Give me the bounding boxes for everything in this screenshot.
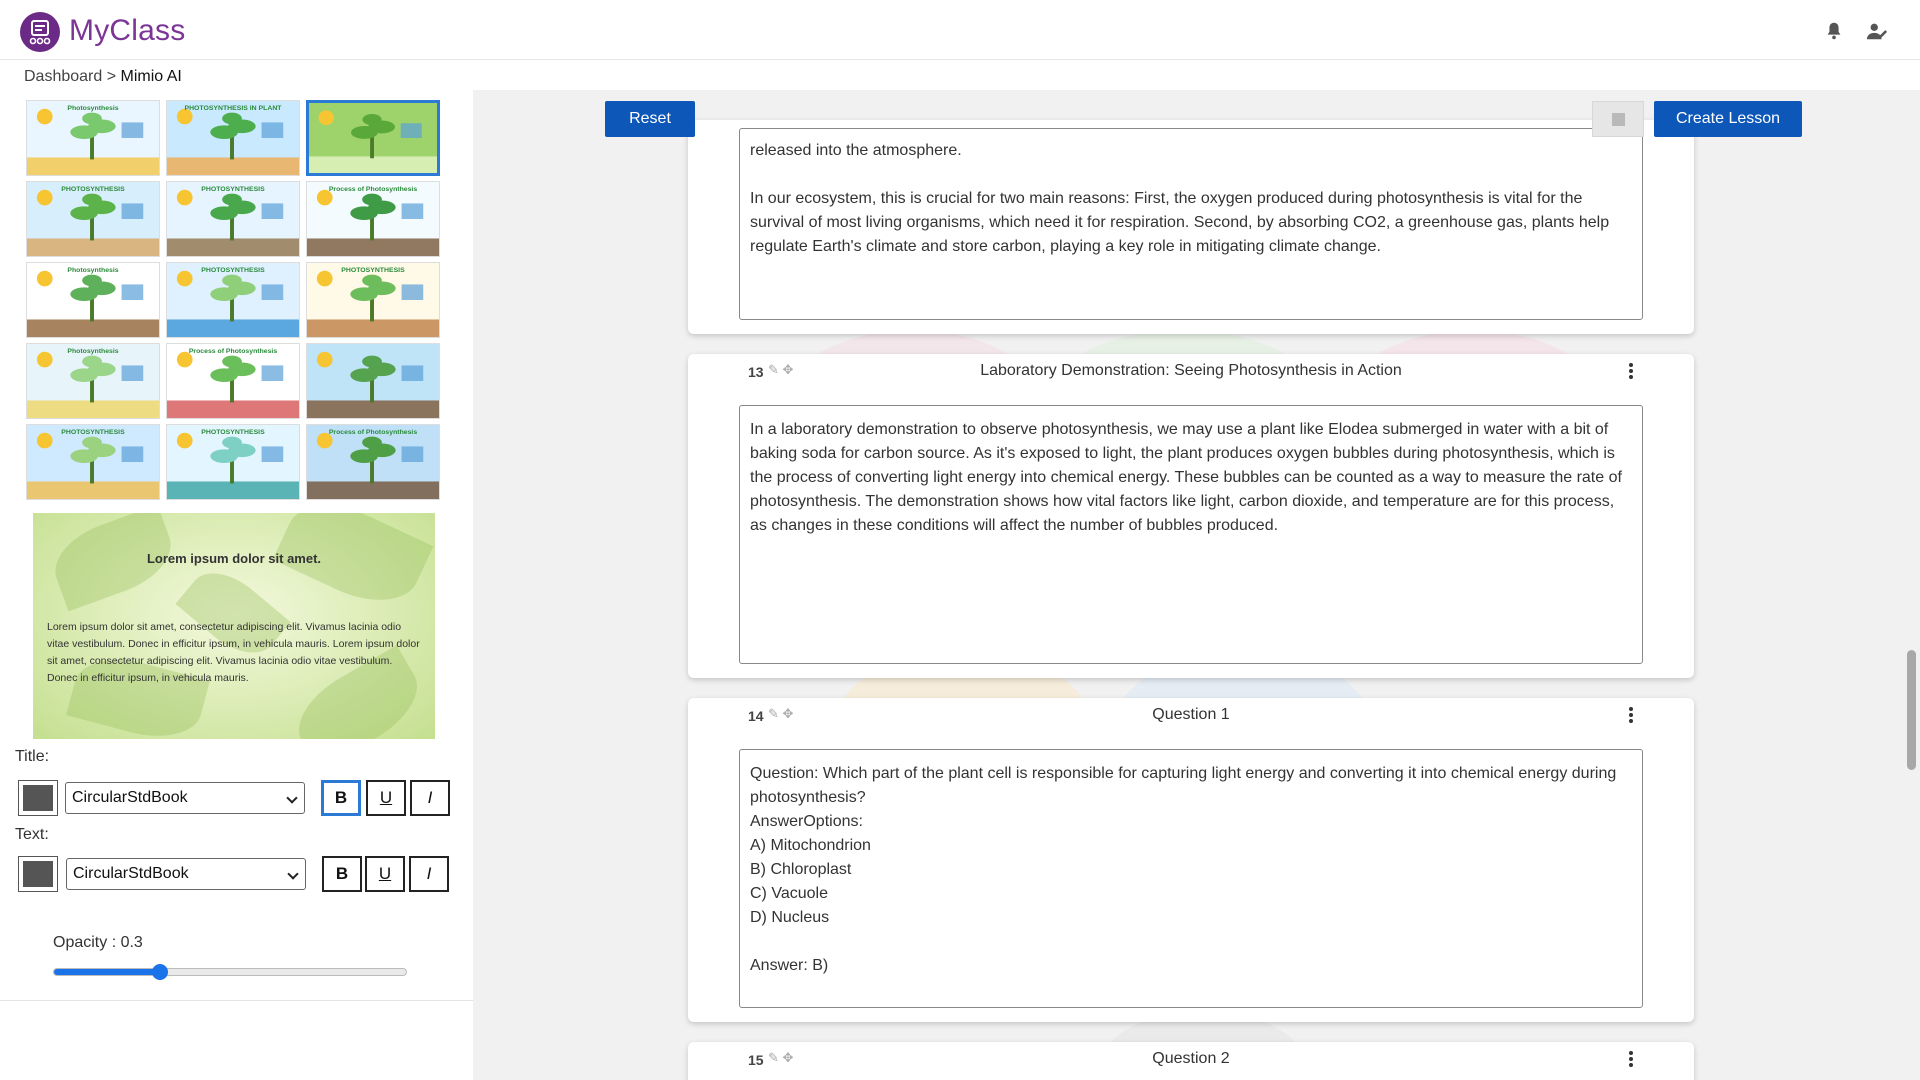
photosynthesis-illustration [27, 344, 159, 418]
more-options-icon[interactable] [1629, 363, 1635, 381]
slide-title[interactable]: Laboratory Demonstration: Seeing Photosynthesis in Action [980, 362, 1402, 379]
photosynthesis-illustration [167, 344, 299, 418]
brand-name[interactable]: MyClass [69, 14, 186, 47]
edit-icon[interactable]: ✎ [768, 1050, 779, 1065]
title-bold-button[interactable]: B [321, 780, 361, 816]
thumbnail-label: Process of Photosynthesis [328, 428, 418, 436]
create-lesson-button[interactable]: Create Lesson [1654, 101, 1802, 137]
slide-title[interactable]: Question 1 [1152, 706, 1230, 723]
myclass-logo-icon[interactable] [20, 12, 60, 52]
slide-number: 14 [748, 708, 764, 724]
image-thumbnail[interactable] [166, 343, 300, 419]
opacity-label: Opacity : 0.3 [53, 934, 143, 951]
slide-content-textarea[interactable]: Question: Which part of the plant cell is responsible for capturing light energy and converting it into chemical energy during photosynthesis? AnswerOptions: A) Mitochondrion B) Chloroplast C) Vacuole D) Nucleus Answer: B) [739, 749, 1643, 1008]
title-underline-button[interactable]: U [366, 780, 406, 816]
photosynthesis-illustration [167, 182, 299, 256]
drag-move-icon[interactable]: ✥ [782, 362, 794, 377]
color-swatch [23, 861, 53, 887]
breadcrumb-current: Mimio AI [120, 68, 182, 85]
drag-move-icon[interactable]: ✥ [782, 1050, 794, 1065]
chevron-down-icon [286, 792, 297, 803]
main-scrollbar[interactable] [1903, 90, 1920, 1080]
image-thumbnail[interactable] [166, 424, 300, 500]
color-swatch [23, 785, 53, 811]
thumbnail-label: PHOTOSYNTHESIS [201, 266, 265, 274]
title-style-label: Title: [15, 748, 50, 765]
title-italic-button[interactable]: I [410, 780, 450, 816]
photosynthesis-illustration [167, 263, 299, 337]
more-options-icon[interactable] [1629, 707, 1635, 725]
text-style-label: Text: [15, 826, 49, 843]
image-thumbnail[interactable] [166, 181, 300, 257]
text-italic-button[interactable]: I [409, 856, 449, 892]
image-thumbnail[interactable] [166, 262, 300, 338]
breadcrumb-dashboard-link[interactable]: Dashboard [24, 68, 103, 85]
more-options-icon[interactable] [1629, 1051, 1635, 1069]
text-color-picker[interactable] [18, 856, 58, 892]
title-font-select[interactable] [65, 782, 305, 814]
image-thumbnail[interactable] [306, 262, 440, 338]
text-font-value: CircularStdBook [73, 865, 189, 882]
sidebar-divider [0, 1000, 473, 1001]
thumbnail-label: PHOTOSYNTHESIS [61, 185, 125, 193]
thumbnail-label: PHOTOSYNTHESIS IN PLANT [184, 104, 282, 112]
opacity-slider-handle[interactable] [152, 964, 168, 980]
thumbnail-label: Process of Photosynthesis [188, 347, 278, 355]
photosynthesis-illustration [167, 101, 299, 175]
title-color-picker[interactable] [18, 780, 58, 816]
slide-number: 15 [748, 1052, 764, 1068]
lesson-slide-card[interactable] [688, 120, 1694, 334]
text-bold-button[interactable]: B [322, 856, 362, 892]
breadcrumb-separator: > [106, 68, 117, 85]
photosynthesis-illustration [27, 425, 159, 499]
thumbnail-label: Photosynthesis [67, 104, 119, 112]
image-thumbnail[interactable] [26, 181, 160, 257]
edit-icon[interactable]: ✎ [768, 362, 779, 377]
lesson-slide-card[interactable] [688, 698, 1694, 1022]
slide-number: 13 [748, 364, 764, 380]
thumbnail-label: PHOTOSYNTHESIS [201, 185, 265, 193]
breadcrumb [24, 68, 182, 86]
slide-title[interactable]: Question 2 [1152, 1050, 1230, 1067]
title-font-value: CircularStdBook [72, 789, 188, 806]
thumbnail-label: Photosynthesis [67, 347, 119, 355]
image-thumbnail[interactable] [26, 100, 160, 176]
lesson-slide-card[interactable] [688, 354, 1694, 678]
photosynthesis-illustration [27, 101, 159, 175]
user-profile-icon[interactable] [1865, 20, 1887, 42]
preview-title: Lorem ipsum dolor sit amet. [146, 551, 322, 566]
edit-icon[interactable]: ✎ [768, 706, 779, 721]
photosynthesis-illustration [307, 182, 439, 256]
photosynthesis-illustration [307, 344, 439, 418]
slide-content-textarea[interactable]: In a laboratory demonstration to observe photosynthesis, we may use a plant like Elodea submerged in water with a bit of baking soda for carbon source. As it's exposed to light, the plant produces oxygen bubbles during photosynthesis, which is the process of converting light energy into chemical energy. These bubbles can be counted as a way to measure the rate of photosynthesis. The demonstration shows how vital factors like light, carbon dioxide, and temperature are for this process, as changes in these conditions will affect the number of bubbles produced. [739, 405, 1643, 664]
thumbnail-label: Photosynthesis [67, 266, 119, 274]
image-thumbnail[interactable] [26, 343, 160, 419]
image-thumbnail[interactable] [306, 181, 440, 257]
thumbnail-label: PHOTOSYNTHESIS [61, 428, 125, 436]
reset-button[interactable]: Reset [605, 101, 695, 137]
chevron-down-icon [287, 868, 298, 879]
image-thumbnail[interactable] [26, 262, 160, 338]
image-thumbnail[interactable] [306, 424, 440, 500]
photosynthesis-illustration [27, 263, 159, 337]
image-thumbnail[interactable] [306, 343, 440, 419]
app-header [0, 0, 1920, 60]
opacity-slider[interactable] [53, 968, 407, 976]
photosynthesis-illustration [27, 182, 159, 256]
photosynthesis-illustration [309, 103, 437, 173]
thumbnail-label: PHOTOSYNTHESIS [201, 428, 265, 436]
thumbnail-label: PHOTOSYNTHESIS [341, 266, 405, 274]
preview-text: Lorem ipsum dolor sit amet, consectetur adipiscing elit. Vivamus lacinia odio vitae vestibulum. Donec in efficitur ipsum, in vehicula mauris. Lorem ipsum dolor sit amet, consectetur adipiscing elit. Vivamus lacinia odio vitae vestibulum. Donec in efficitur ipsum, in vehicula mauris. [47, 621, 420, 684]
slide-preview [33, 513, 435, 739]
photosynthesis-illustration [167, 425, 299, 499]
photosynthesis-illustration [307, 425, 439, 499]
scrollbar-thumb[interactable] [1907, 650, 1916, 770]
text-font-select[interactable] [66, 858, 306, 890]
photosynthesis-illustration [307, 263, 439, 337]
notification-bell-icon[interactable] [1823, 20, 1845, 42]
stop-button[interactable] [1592, 101, 1644, 137]
image-thumbnail[interactable] [26, 424, 160, 500]
lesson-slide-card[interactable] [688, 1042, 1694, 1080]
image-thumbnail[interactable] [166, 100, 300, 176]
image-thumbnail[interactable] [306, 100, 440, 176]
text-underline-button[interactable]: U [365, 856, 405, 892]
opacity-slider-fill [54, 969, 160, 975]
slide-content-textarea[interactable]: released into the atmosphere. In our ecosystem, this is crucial for two main reasons: First, the oxygen produced during photosynthesis is vital for the survival of most living organisms, which need it for respiration. Second, by absorbing CO2, a greenhouse gas, plants help regulate Earth's climate and store carbon, playing a key role in mitigating climate change. [739, 128, 1643, 320]
thumbnail-label: Process of Photosynthesis [328, 185, 418, 193]
drag-move-icon[interactable]: ✥ [782, 706, 794, 721]
stop-icon [1612, 113, 1625, 126]
